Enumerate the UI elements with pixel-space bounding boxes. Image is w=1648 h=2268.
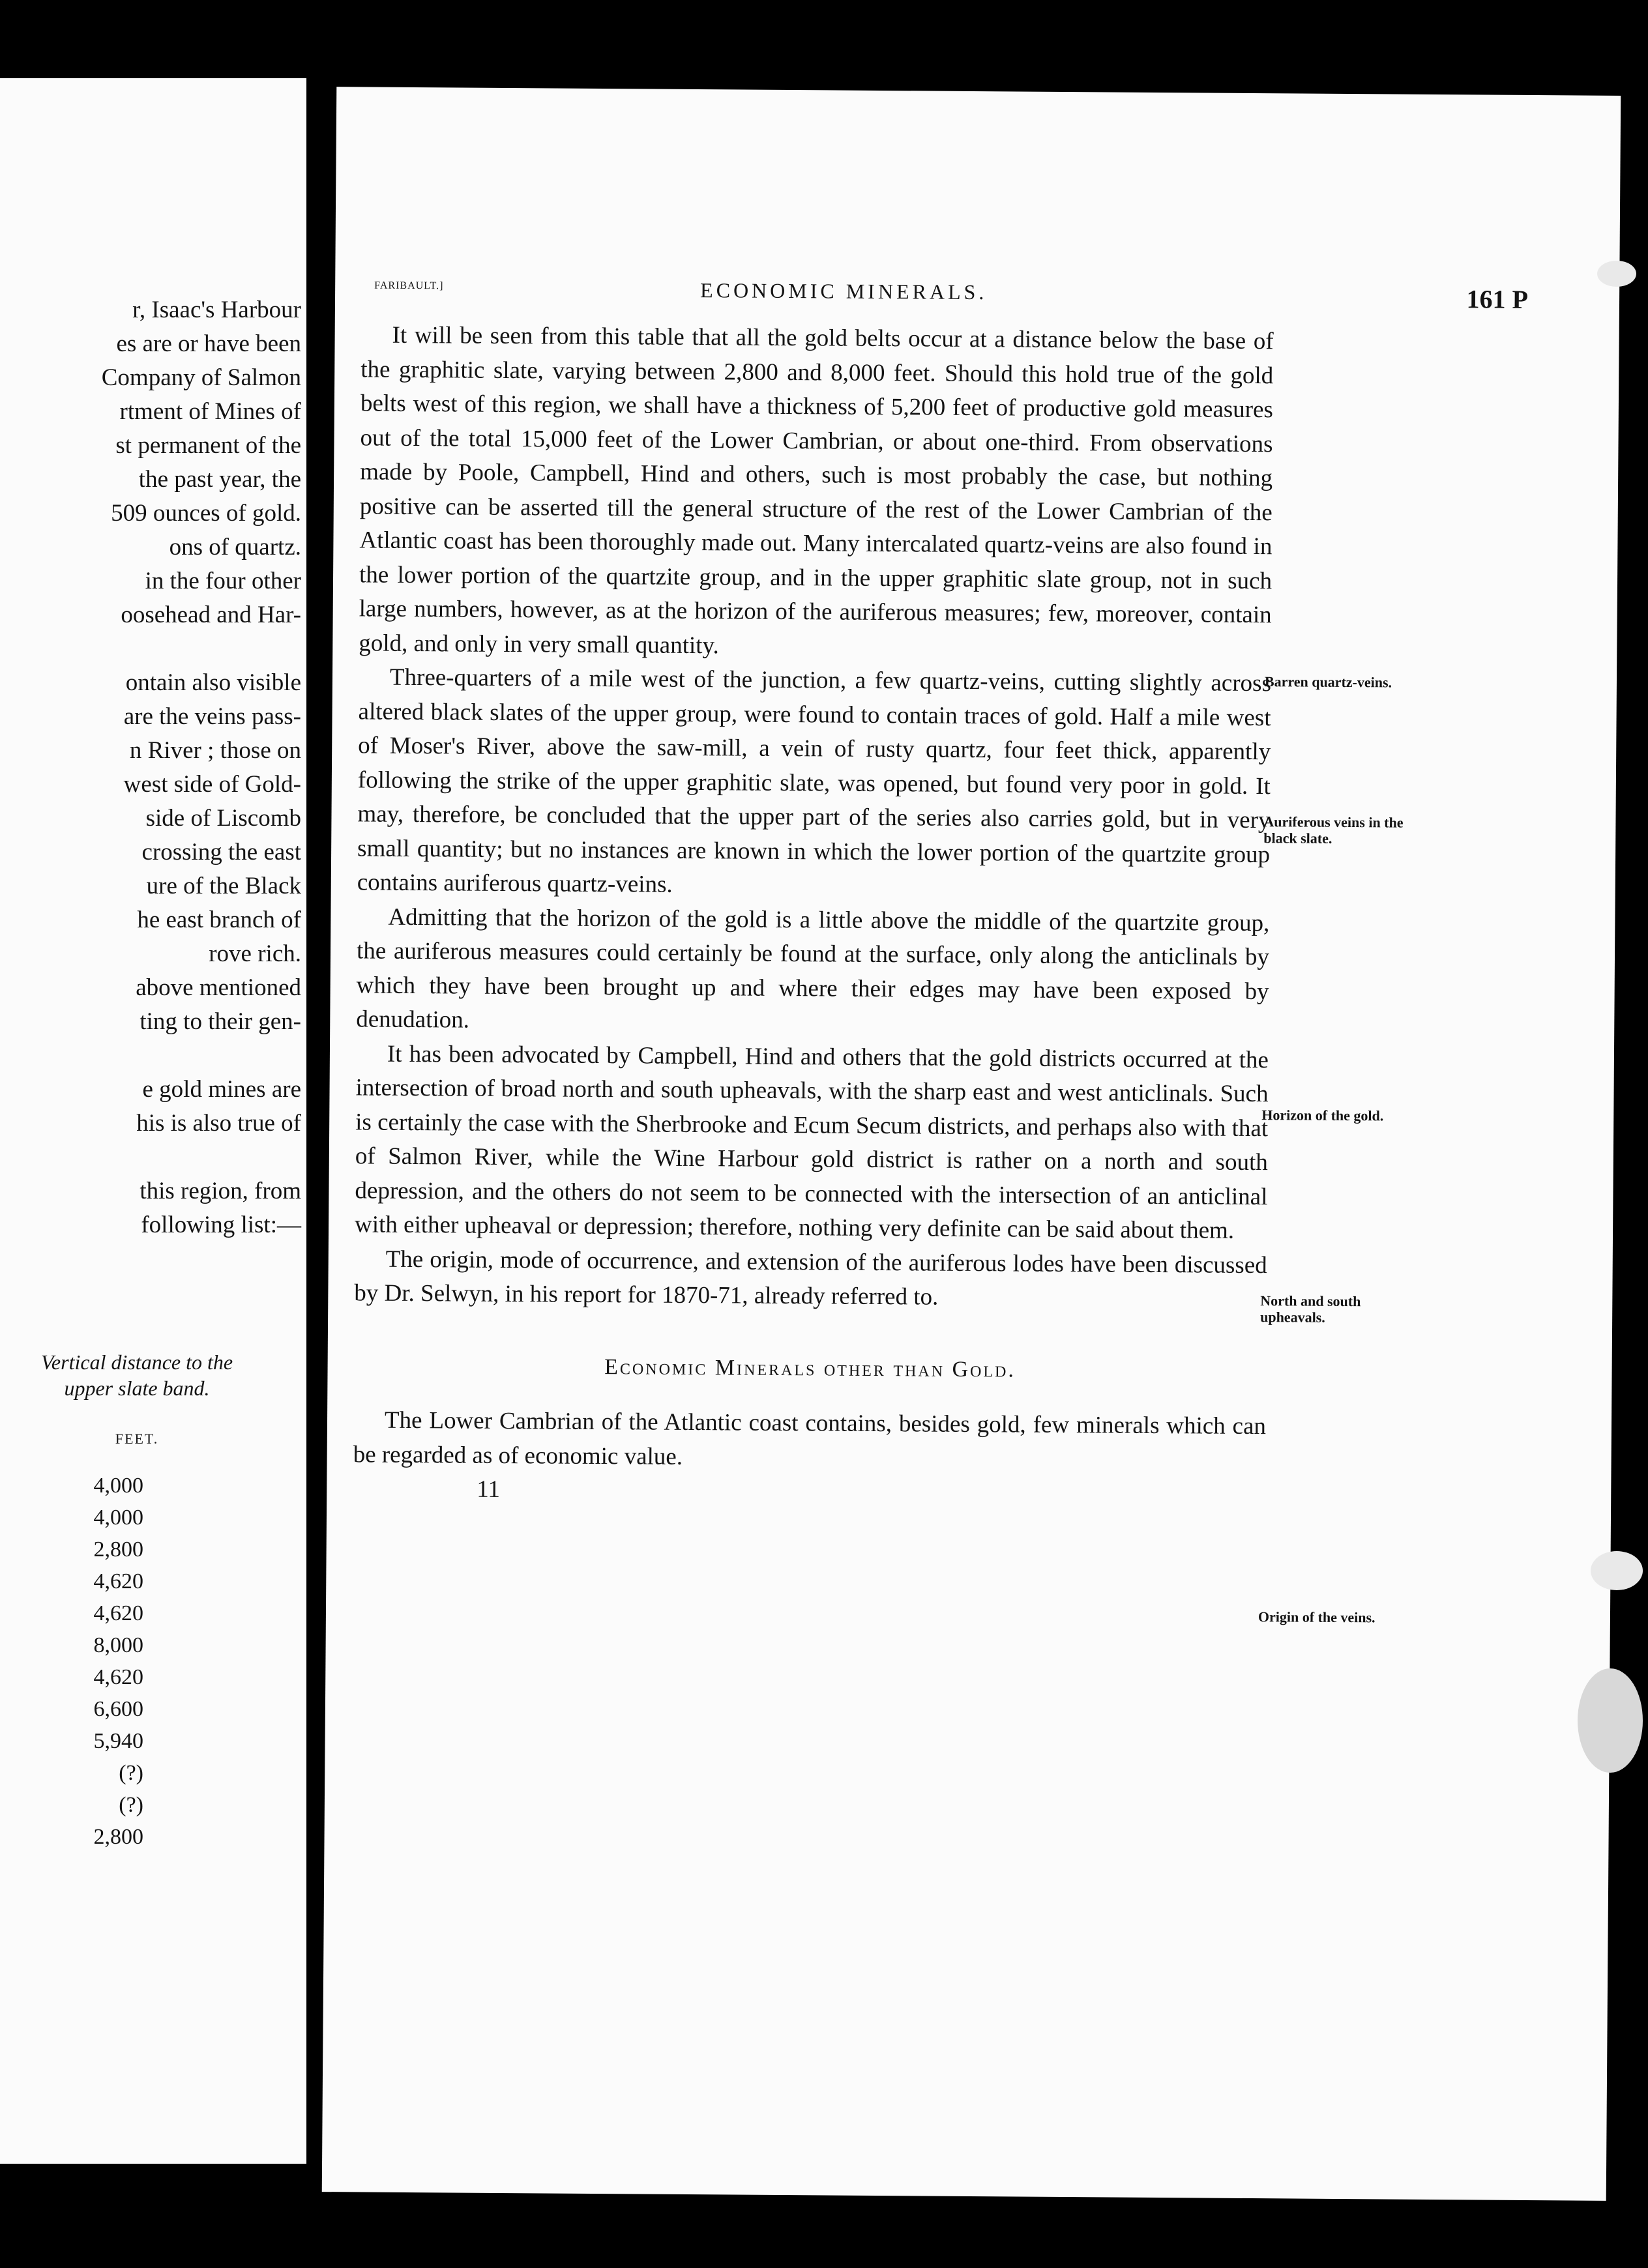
table-value: 2,800 <box>93 1537 143 1562</box>
left-line: e gold mines are <box>142 1076 301 1103</box>
table-value: 8,000 <box>93 1633 143 1657</box>
left-line: west side of Gold- <box>123 771 301 798</box>
table-value: 6,600 <box>93 1697 143 1721</box>
sidenote-origin: Origin of the veins. <box>1258 1608 1376 1626</box>
left-line: Company of Salmon <box>101 364 301 391</box>
paragraph: The Lower Cambrian of the Atlantic coast contains, besides gold, few minerals which can be regarded as of economic value. <box>353 1406 1267 1470</box>
left-line: oosehead and Har- <box>121 602 301 628</box>
main-page <box>322 87 1621 2201</box>
scan-artifact <box>1597 261 1636 287</box>
left-line: r, Isaac's Harbour <box>132 297 301 323</box>
left-line: 509 ounces of gold. <box>111 500 301 527</box>
table-heading: Vertical distance to the upper slate band. <box>40 1350 233 1400</box>
table-value: 5,940 <box>93 1729 143 1753</box>
paragraph: It has been advocated by Campbell, Hind and others that the gold districts occurred at the intersection of broad north and south upheavals, with the sharp east and west anticlinals. Such is certainly the case with the Sherbrooke and Ecum Secum districts, and perhaps also with that of Salmon River, while the Wine Harbour gold district is rather on a north and south depression, and the others do not seem to be connected with the intersection of an anticlinal with either upheaval or depression; therefore, nothing very definite can be said about them. <box>354 1040 1269 1244</box>
left-line: this region, from <box>140 1178 301 1204</box>
table-value: 4,620 <box>93 1665 143 1689</box>
left-line: n River ; those on <box>129 737 301 764</box>
left-line: are the veins pass- <box>123 703 301 730</box>
paragraph: Admitting that the horizon of the gold is a little above the middle of the quartzite group, the auriferous measures could certainly be found at the surface, only along the anticlinals by which they have been brought up and where their edges may have been exposed by denudation. <box>356 903 1270 1034</box>
running-head <box>374 276 1529 314</box>
running-head-author: FARIBAULT.] <box>374 280 444 292</box>
page-number: 161 P <box>1466 284 1529 314</box>
table-unit: FEET. <box>115 1431 159 1447</box>
left-line: crossing the east <box>141 839 301 865</box>
left-line: rtment of Mines of <box>119 398 301 425</box>
scan-artifact <box>1578 1668 1643 1773</box>
left-line: rove rich. <box>209 940 301 967</box>
left-line: ure of the Black <box>146 873 301 899</box>
left-line: ontain also visible <box>125 669 301 696</box>
distance-table <box>0 1349 306 1870</box>
table-value: (?) <box>119 1761 143 1785</box>
table-value: 4,620 <box>93 1569 143 1593</box>
paragraph: The origin, mode of occurrence, and extension of the auriferous lodes have been discussed by Dr. Selwyn, in his report for 1870-71, already referred to. <box>354 1245 1267 1311</box>
signature-mark: 11 <box>477 1476 501 1503</box>
left-line: following list:— <box>141 1212 301 1238</box>
sidenote-upheavals: North and south upheavals. <box>1260 1292 1361 1326</box>
left-line: above mentioned <box>136 974 301 1001</box>
table-value: 2,800 <box>93 1825 143 1849</box>
left-line: his is also true of <box>136 1110 301 1137</box>
left-line: side of Liscomb <box>145 805 301 832</box>
body-text <box>353 318 1274 1512</box>
sidenote-horizon: Horizon of the gold. <box>1261 1107 1384 1124</box>
sidenote-auriferous: Auriferous veins in the black slate. <box>1263 813 1404 847</box>
table-value: (?) <box>119 1793 143 1817</box>
paragraph: Three-quarters of a mile west of the junction, a few quartz-veins, cutting slightly across altered black slates of the upper group, were found to contain traces of gold. Half a mile west of Moser's River, above the saw-mill, a vein of rusty quartz, four feet thick, apparently following the strike of the upper graphitic slate, was opened, but found very poor in gold. It may, therefore, be concluded that the upper part of the series also carries gold, but in very small quantity; but no instances are known in which the lower portion of the quartzite group contains auriferous quartz-veins. <box>357 663 1272 898</box>
left-line: in the four other <box>145 568 301 594</box>
left-line: es are or have been <box>116 330 301 357</box>
paragraph: It will be seen from this table that all the gold belts occur at a distance below the base of the graphitic slate, varying between 2,800 and 8,000 feet. Should this hold true of the gold belts west of this region, we shall have a thickness of 5,200 feet of productive gold measures out of the total 15,000 feet of the Lower Cambrian, or about one-third. From observations made by Poole, Campbell, Hind and others, such is most probably the case, but nothing positive can be asserted till the general structure of the rest of the Lower Cambrian of the Atlantic coast has been thoroughly made out. Many intercalated quartz-veins are also found in the lower portion of the quartzite group, and in the upper graphitic slate group, not in such large numbers, however, as at the horizon of the auriferous measures; few, moreover, contain gold, and only in very small quantity. <box>359 321 1274 659</box>
section-heading: Economic Minerals other than Gold. <box>604 1354 1016 1382</box>
table-value: 4,620 <box>93 1601 143 1625</box>
table-value: 4,000 <box>93 1474 143 1498</box>
left-facing-page <box>0 78 306 2164</box>
left-line: the past year, the <box>138 466 301 493</box>
scan-artifact <box>1591 1551 1643 1590</box>
left-line: ons of quartz. <box>169 534 301 560</box>
running-head-title: ECONOMIC MINERALS. <box>700 278 988 304</box>
left-line: st permanent of the <box>115 432 301 459</box>
sidenote-barren: Barren quartz-veins. <box>1264 673 1392 691</box>
left-line: he east branch of <box>137 907 301 933</box>
table-values <box>65 1470 143 1853</box>
left-line: ting to their gen- <box>140 1008 301 1035</box>
table-value: 4,000 <box>93 1505 143 1530</box>
